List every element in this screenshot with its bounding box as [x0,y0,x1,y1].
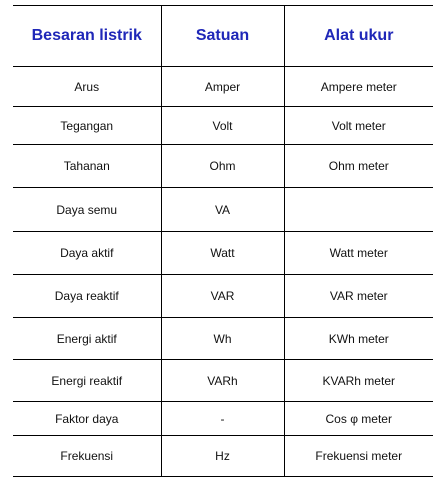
cell-quantity: Daya aktif [13,232,161,275]
cell-instrument: Ampere meter [284,67,433,107]
table-row [13,275,433,318]
cell-quantity: Energi aktif [13,318,161,360]
cell-instrument: KVARh meter [284,360,433,402]
table-row [13,232,433,275]
table-row [13,188,433,232]
cell-unit: Watt [161,232,284,275]
cell-unit: VA [161,188,284,232]
table-header [13,6,433,67]
measurement-table [13,5,433,477]
cell-unit: Hz [161,436,284,477]
cell-quantity: Faktor daya [13,402,161,436]
cell-instrument [284,188,433,232]
table-row [13,67,433,107]
header-alat-ukur: Alat ukur [284,6,433,67]
cell-instrument: Watt meter [284,232,433,275]
table-row [13,360,433,402]
table-body [13,67,433,477]
table-row [13,402,433,436]
cell-instrument: VAR meter [284,275,433,318]
cell-quantity: Tegangan [13,107,161,145]
table-row [13,318,433,360]
header-row [13,6,433,67]
cell-instrument: Volt meter [284,107,433,145]
measurement-table-container [13,5,433,477]
table-row [13,107,433,145]
table-row [13,436,433,477]
cell-unit: VARh [161,360,284,402]
cell-instrument: KWh meter [284,318,433,360]
cell-unit: VAR [161,275,284,318]
cell-unit: Wh [161,318,284,360]
cell-instrument: Cos φ meter [284,402,433,436]
cell-unit: Ohm [161,145,284,188]
cell-quantity: Daya reaktif [13,275,161,318]
table-row [13,145,433,188]
cell-quantity: Daya semu [13,188,161,232]
cell-unit: Amper [161,67,284,107]
cell-quantity: Frekuensi [13,436,161,477]
cell-quantity: Tahanan [13,145,161,188]
cell-quantity: Energi reaktif [13,360,161,402]
cell-instrument: Ohm meter [284,145,433,188]
header-satuan: Satuan [161,6,284,67]
cell-unit: - [161,402,284,436]
cell-instrument: Frekuensi meter [284,436,433,477]
cell-unit: Volt [161,107,284,145]
cell-quantity: Arus [13,67,161,107]
header-besaran-listrik: Besaran listrik [13,6,161,67]
